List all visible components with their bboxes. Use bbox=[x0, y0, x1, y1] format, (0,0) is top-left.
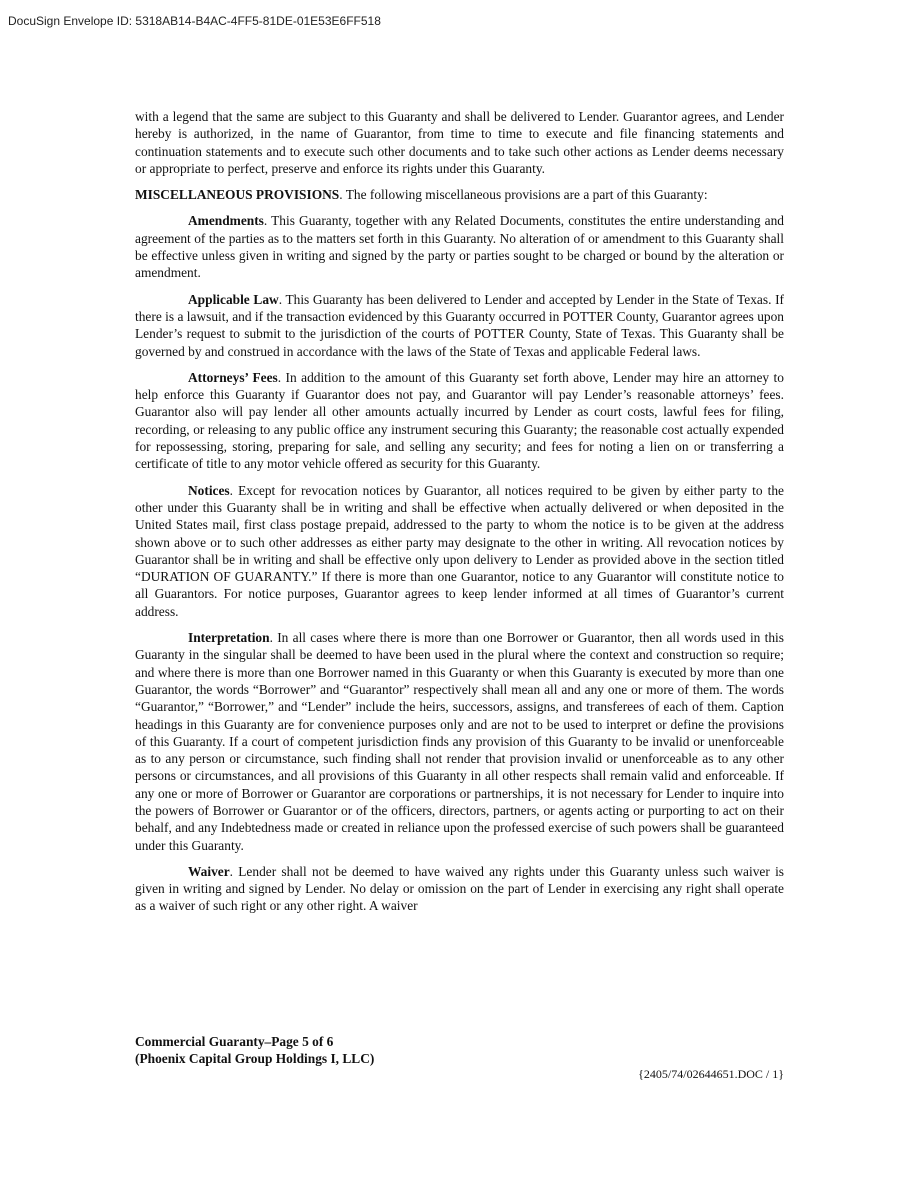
misc-provisions-line bbox=[135, 186, 784, 203]
page-footer bbox=[135, 1034, 374, 1067]
section-title: Waiver bbox=[188, 863, 230, 879]
section-title: Interpretation bbox=[188, 630, 270, 646]
section-title: Applicable Law bbox=[188, 291, 279, 307]
section-text: . Except for revocation notices by Guarantor, all notices required to be given by either party to the other under this Guaranty shall be in writing and shall be effective when actually delivered or when deposited in the United States mail, first class postage prepaid, addressed to the party to whom the notice is to be given at the address shown above or to such other addresses as either party may designate to the other in writing. All revocation notices by Guarantor shall be in writing and shall be effective only upon delivery to Lender as provided above in the section titled “DURATION OF GUARANTY.” If there is more than one Guarantor, notice to any Guarantor will constitute notice to all Guarantors. For notice purposes, Guarantor agrees to keep lender informed at all times of Guarantor’s current address. bbox=[135, 482, 784, 619]
misc-provisions-heading: MISCELLANEOUS PROVISIONS bbox=[135, 187, 340, 203]
section-interpretation bbox=[135, 629, 784, 854]
section-attorneys-fees bbox=[135, 369, 784, 473]
section-text: . This Guaranty has been delivered to Lender and accepted by Lender in the State of Texas. If there is a lawsuit, and if the transaction evidenced by this Guaranty occurred in POTTER County, Guarantor agrees upon Lender’s request to submit to the jurisdiction of the courts of POTTER County, State of Texas. This Guaranty shall be governed by and construed in accordance with the laws of the State of Texas and applicable Federal laws. bbox=[135, 291, 784, 359]
section-amendments bbox=[135, 212, 784, 281]
section-text: . In all cases where there is more than one Borrower or Guarantor, then all words used in this Guaranty in the singular shall be deemed to have been used in the plural where the context and construction so require; and where there is more than one Borrower named in this Guaranty or when this Guaranty is executed by more than one Guarantor, the words “Borrower” and “Guarantor” respectively shall mean all and any one or more of them. The words “Guarantor,” “Borrower,” and “Lender” include the heirs, successors, assigns, and transferees of each of them. Caption headings in this Guaranty are for convenience purposes only and are not to be used to interpret or define the provisions of this Guaranty. If a court of competent jurisdiction finds any provision of this Guaranty to be invalid or unenforceable as to any person or circumstance, such finding shall not render that provision invalid or unenforceable as to any other persons or circumstances, and all provisions of this Guaranty in all other respects shall remain valid and enforceable. If any one or more of Borrower or Guarantor are corporations or partnerships, it is not necessary for Lender to inquire into the powers of Borrower or Guarantor or of the officers, directors, partners, or agents acting or purporting to act on their behalf, and any Indebtedness made or created in reliance upon the professed exercise of such powers shall be guaranteed under this Guaranty. bbox=[135, 630, 784, 853]
docusign-envelope-id: DocuSign Envelope ID: 5318AB14-B4AC-4FF5-81DE-01E53E6FF518 bbox=[8, 14, 381, 28]
section-waiver bbox=[135, 863, 784, 915]
section-title: Notices bbox=[188, 482, 230, 498]
section-notices bbox=[135, 482, 784, 620]
document-id: {2405/74/02644651.DOC / 1} bbox=[638, 1067, 784, 1081]
intro-paragraph: with a legend that the same are subject to this Guaranty and shall be delivered to Lender. Guarantor agrees, and Lender hereby is authorized, in the name of Guarantor, from time to time to execute and file financing statements and continuation statements and to execute such other documents and to take such other actions as Lender deems necessary or appropriate to perfect, preserve and enforce its rights under this Guaranty. bbox=[135, 109, 784, 176]
section-text: . In addition to the amount of this Guaranty set forth above, Lender may hire an attorney to help enforce this Guaranty if Guarantor does not pay, and Guarantor will pay Lender’s reasonable attorneys’ fees. Guarantor also will pay lender all other amounts actually incurred by Lender as court costs, lawful fees for filing, recording, or releasing to any public office any instrument securing this Guaranty; the reasonable cost actually expended for repossessing, storing, preparing for sale, and selling any security; and fees for noting a lien on or transferring a certificate of title to any motor vehicle offered as security for this Guaranty. bbox=[135, 369, 784, 472]
footer-page-label: Commercial Guaranty–Page 5 of 6 bbox=[135, 1034, 334, 1049]
section-text: . This Guaranty, together with any Related Documents, constitutes the entire understanding and agreement of the parties as to the matters set forth in this Guaranty. No alteration of or amendment to this Guaranty shall be effective unless given in writing and signed by the party or parties sought to be charged or bound by the alteration or amendment. bbox=[135, 213, 784, 281]
section-applicable-law bbox=[135, 291, 784, 360]
section-title: Amendments bbox=[188, 213, 264, 229]
misc-provisions-text: . The following miscellaneous provisions are a part of this Guaranty: bbox=[339, 187, 708, 203]
document-body bbox=[135, 108, 784, 924]
section-title: Attorneys’ Fees bbox=[188, 369, 278, 385]
section-text: . Lender shall not be deemed to have waived any rights under this Guaranty unless such waiver is given in writing and signed by Lender. No delay or omission on the part of Lender in exercising any right shall operate as a waiver of such right or any other right. A waiver bbox=[135, 863, 784, 914]
footer-party-name: (Phoenix Capital Group Holdings I, LLC) bbox=[135, 1050, 375, 1066]
